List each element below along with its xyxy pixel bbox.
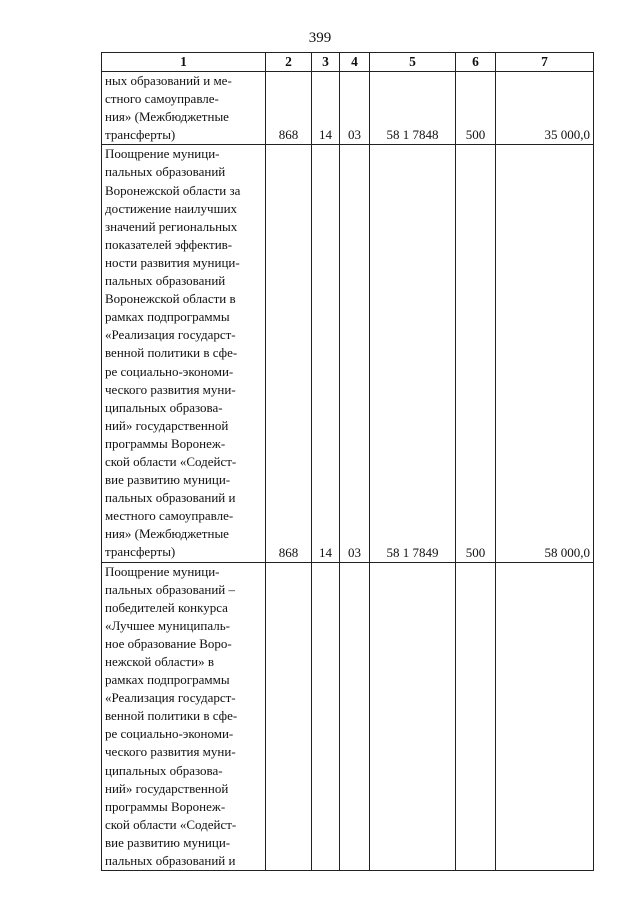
description-line: ных образований и ме- — [105, 73, 232, 88]
description-line: значений региональных — [105, 218, 238, 234]
header-row — [102, 53, 594, 72]
description-line: «Реализация государст- — [105, 327, 236, 343]
section-code — [312, 562, 340, 871]
description-line: достижение наилучших — [105, 200, 238, 216]
subsection-code: 03 — [340, 145, 370, 562]
description-line: ческого развития муни- — [105, 744, 236, 760]
table-body — [102, 72, 594, 871]
description-line: пальных образований — [105, 164, 226, 180]
description-line: местного самоуправле- — [105, 508, 234, 524]
description-line: ний» государственной — [105, 417, 229, 433]
ministry-code: 868 — [266, 145, 312, 562]
description-line: «Лучшее муниципаль- — [105, 617, 230, 633]
column-header-5: 5 — [370, 53, 456, 72]
column-header-3: 3 — [312, 53, 340, 72]
description-line: Поощрение муници- — [105, 146, 220, 162]
description-line: ципальных образова- — [105, 762, 223, 778]
description-line: ской области «Содейст- — [105, 816, 237, 832]
subsection-code: 03 — [340, 72, 370, 145]
description-line: ре социально-экономи- — [105, 726, 234, 742]
description-line: ской области «Содейст- — [105, 453, 237, 469]
row-description — [102, 72, 266, 145]
description-line: ципальных образова- — [105, 399, 223, 415]
description-line: нежской области» в — [105, 654, 214, 669]
description-line: ре социально-экономи- — [105, 363, 234, 379]
description-line: пальных образований и — [105, 853, 236, 869]
table-row — [102, 145, 594, 562]
amount-value: 35 000,0 — [496, 72, 594, 145]
ministry-code: 868 — [266, 72, 312, 145]
amount-value — [496, 562, 594, 871]
description-line: ческого развития муни- — [105, 381, 236, 397]
description-line: вие развитию муници- — [105, 834, 231, 850]
row-description — [102, 145, 266, 562]
description-line: венной политики в сфе- — [105, 708, 238, 724]
description-line: пальных образований и — [105, 490, 236, 506]
description-line: стного самоуправле- — [105, 91, 219, 107]
section-code: 14 — [312, 145, 340, 562]
page-number: 399 — [308, 30, 332, 46]
column-header-1: 1 — [102, 53, 266, 72]
target-article-code: 58 1 7849 — [370, 145, 456, 562]
amount-value: 58 000,0 — [496, 145, 594, 562]
expense-type-code: 500 — [456, 72, 496, 145]
column-header-2: 2 — [266, 53, 312, 72]
description-line: трансферты) — [105, 544, 176, 560]
table-header — [102, 53, 594, 72]
target-article-code — [370, 562, 456, 871]
description-line: рамках подпрограммы — [105, 672, 230, 688]
description-line: пальных образований – — [105, 581, 235, 597]
description-line: ния» (Межбюджетные — [105, 109, 229, 125]
description-line: показателей эффектив- — [105, 236, 233, 252]
target-article-code: 58 1 7848 — [370, 72, 456, 145]
description-line: пальных образований — [105, 273, 226, 289]
description-line: Поощрение муници- — [105, 563, 220, 579]
description-line: Воронежской области в — [105, 291, 236, 307]
description-line: программы Воронеж- — [105, 435, 226, 451]
budget-table — [101, 52, 594, 871]
description-line: вие развитию муници- — [105, 472, 231, 488]
description-line: ний» государственной — [105, 780, 229, 796]
column-header-6: 6 — [456, 53, 496, 72]
column-header-4: 4 — [340, 53, 370, 72]
ministry-code — [266, 562, 312, 871]
description-line: программы Воронеж- — [105, 798, 226, 814]
subsection-code — [340, 562, 370, 871]
expense-type-code — [456, 562, 496, 871]
description-line: трансферты) — [105, 127, 176, 143]
section-code: 14 — [312, 72, 340, 145]
description-line: ное образование Воро- — [105, 635, 232, 651]
description-line: Воронежской области за — [105, 182, 241, 198]
description-line: «Реализация государст- — [105, 690, 236, 706]
column-header-7: 7 — [496, 53, 594, 72]
expense-type-code: 500 — [456, 145, 496, 562]
description-line: венной политики в сфе- — [105, 345, 238, 361]
row-description — [102, 562, 266, 871]
table-row — [102, 72, 594, 145]
description-line: ния» (Межбюджетные — [105, 526, 229, 542]
description-line: рамках подпрограммы — [105, 309, 230, 325]
table-row — [102, 562, 594, 871]
description-line: ности развития муници- — [105, 254, 240, 270]
description-line: победителей конкурса — [105, 599, 228, 615]
